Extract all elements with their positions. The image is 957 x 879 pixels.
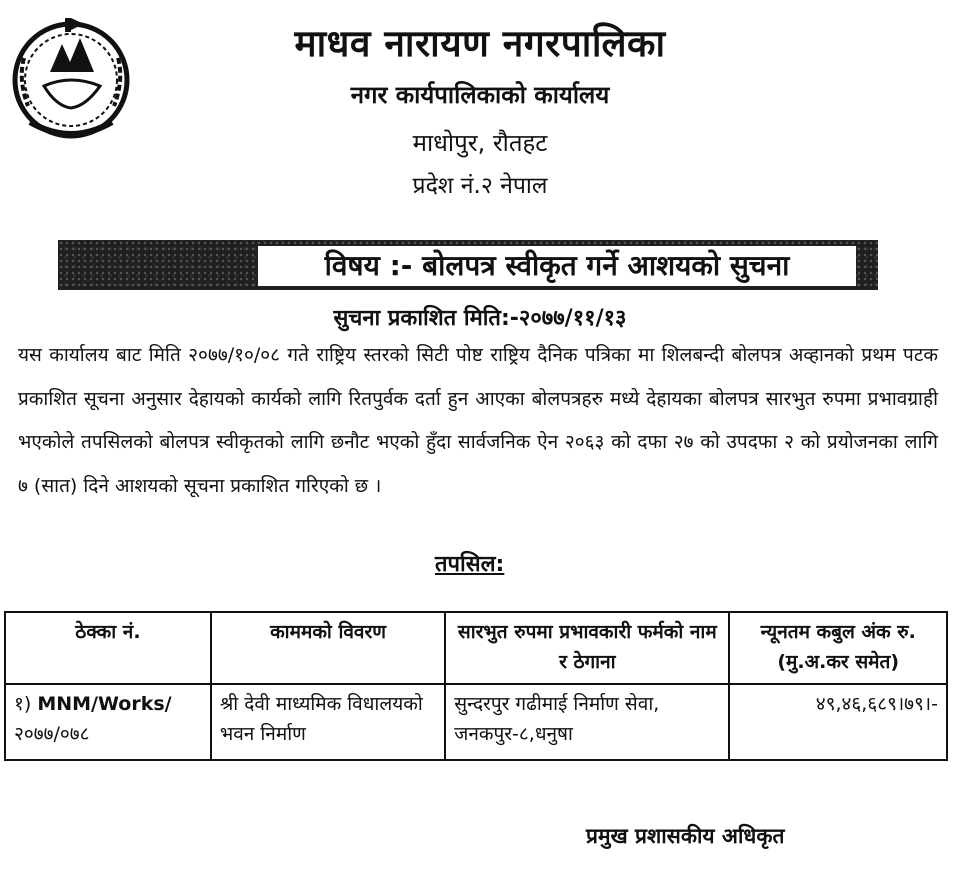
subject-banner <box>58 240 878 290</box>
table-header-row <box>5 612 947 684</box>
details-heading: तपसिल: <box>435 552 505 577</box>
published-date: सुचना प्रकाशित मिति:-२०७७/११/१३ <box>333 306 627 331</box>
header-contract-no: ठेक्का नं. <box>5 612 211 684</box>
notice-subject: विषय :- बोलपत्र स्वीकृत गर्ने आशयको सुचना <box>258 246 856 286</box>
municipality-emblem <box>10 14 132 148</box>
contract-code: MNM/Works/ <box>37 693 172 715</box>
award-table <box>4 611 948 761</box>
cell-amount: ४९,४६,६८९।७९।- <box>729 684 947 760</box>
cell-firm-name: सुन्दरपुर गढीमाई निर्माण सेवा, जनकपुर-८,धनुषा <box>445 684 729 760</box>
signatory-title: प्रमुख प्रशासकीय अधिकृत <box>586 824 785 848</box>
office-address: माधोपुर, रौतहट <box>412 129 548 157</box>
municipality-name: माधव नारायण नगरपालिका <box>294 22 666 65</box>
table-row <box>5 684 947 760</box>
contract-year: २०७७/०७८ <box>14 723 90 745</box>
cell-work-description: श्री देवी माध्यमिक विधालयको भवन निर्माण <box>211 684 445 760</box>
cell-contract-no <box>5 684 211 760</box>
header-amount: न्यूनतम कबुल अंक रु.(मु.अ.कर समेत) <box>729 612 947 684</box>
contract-prefix: १) <box>14 693 32 715</box>
notice-body: यस कार्यालय बाट मिति २०७७/१०/०८ गते राष्ट्रिय स्तरको सिटी पोष्ट राष्ट्रिय दैनिक पत्रिका मा शिलबन्दी बोलपत्र अव्हानको प्रथम पटक प्रकाशित सूचना अनुसार देहायको कार्यको लागि रितपुर्वक दर्ता हुन आएका बोलपत्रहरु मध्ये देहायका बोलपत्र सारभुत रुपमा प्रभावग्राही भएकोले तपसिलको बोलपत्र स्वीकृतको लागि छनौट भएको हुँदा सार्वजनिक ऐन २०६३ को दफा २७ को उपदफा २ को प्रयोजनका लागि ७ (सात) दिने आशयको सूचना प्रकाशित गरिएको छ । <box>18 344 938 497</box>
office-name: नगर कार्यपालिकाको कार्यालय <box>350 81 610 109</box>
province-line: प्रदेश नं.२ नेपाल <box>412 173 548 199</box>
header-work-description: काममको विवरण <box>211 612 445 684</box>
header-firm-name: सारभुत रुपमा प्रभावकारी फर्मको नाम र ठेगाना <box>445 612 729 684</box>
